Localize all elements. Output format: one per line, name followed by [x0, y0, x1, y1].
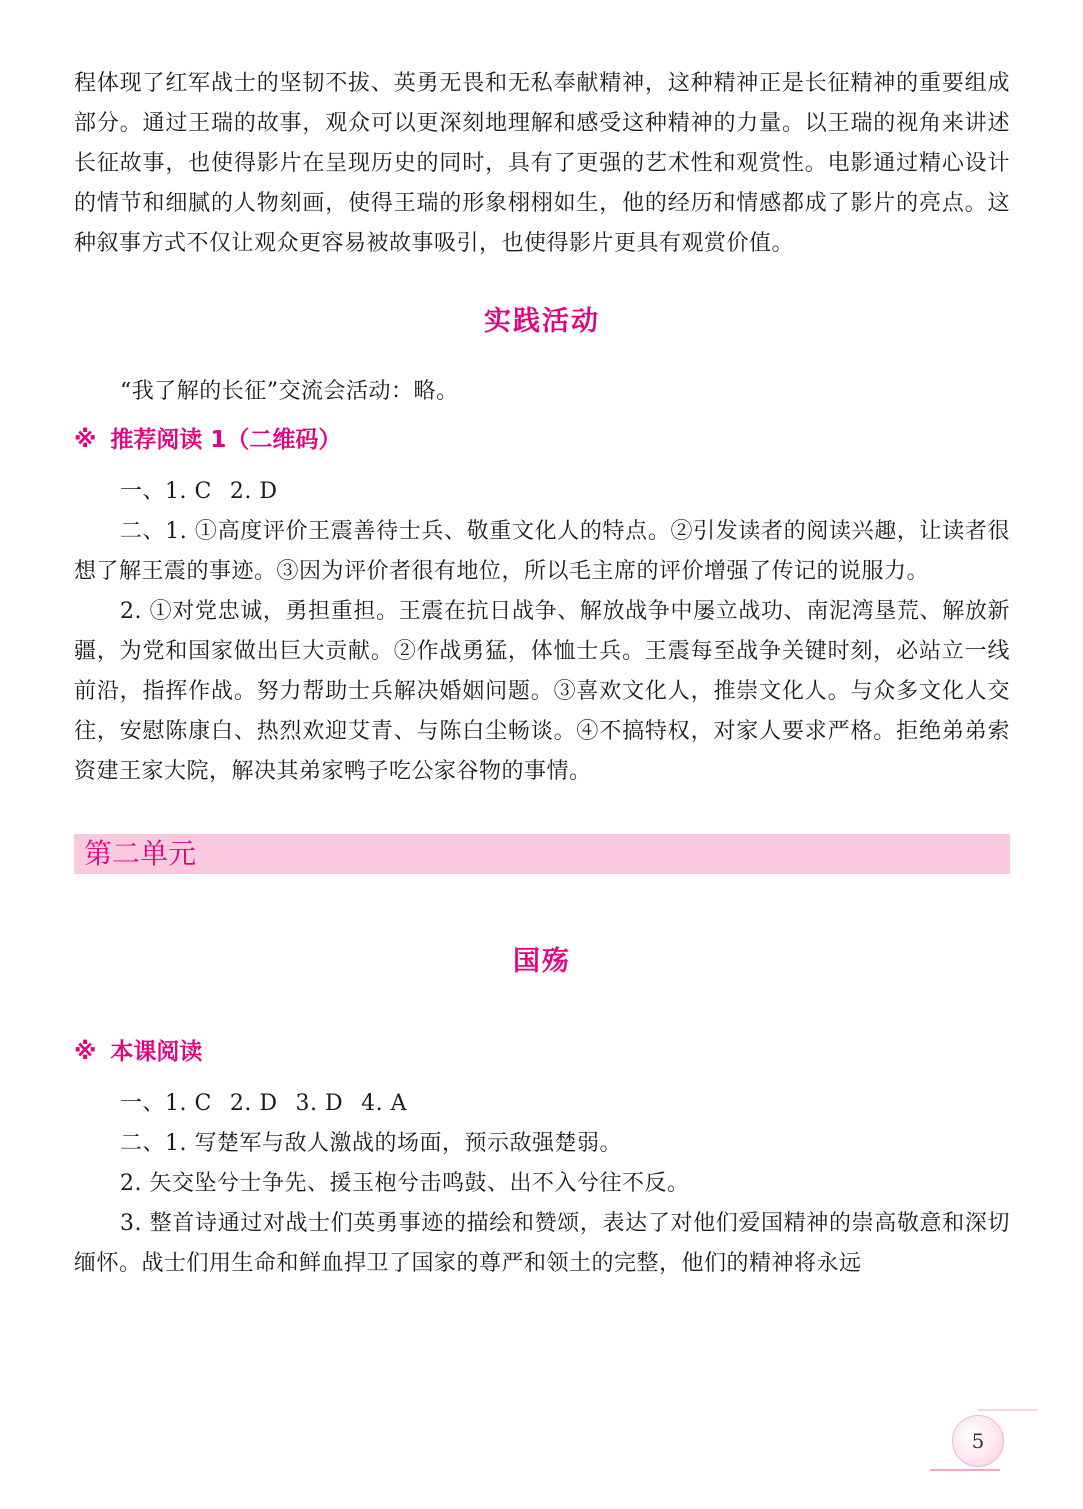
page-number-decor-line [978, 1409, 1038, 1411]
unit-title-bar [74, 834, 1010, 874]
recommended-part1-prefix: 一、 [120, 479, 166, 504]
page-number: 5 [952, 1415, 1004, 1467]
lesson-part1-prefix: 一、 [120, 1091, 166, 1116]
lesson-answer-3: 3. D [295, 1091, 344, 1116]
lesson-answer-1: 1. C [165, 1091, 212, 1116]
page-number-underline [930, 1469, 1000, 1471]
page-number-badge [930, 1405, 1040, 1475]
lesson-part2-q2: 2. 矢交坠兮士争先、援玉枹兮击鸣鼓、出不入兮往不反。 [120, 1171, 690, 1196]
lesson-answer-2: 2. D [229, 1091, 278, 1116]
lesson-reading-title: 本课阅读 [110, 1039, 203, 1065]
lesson-answer-4: 4. A [361, 1091, 407, 1116]
lesson-reading-heading [74, 1032, 1010, 1072]
page-content [74, 64, 1010, 1284]
reference-mark-icon: ※ [74, 1039, 97, 1065]
reference-mark-icon: ※ [74, 427, 97, 453]
unit-title: 第二单元 [84, 837, 197, 870]
lesson-part2-q1: 二、1. 写楚军与敌人激战的场面，预示敌强楚弱。 [120, 1131, 622, 1156]
recommended-part2-q1: 二、1. ①高度评价王震善待士兵、敬重文化人的特点。②引发读者的阅读兴趣，让读者很想了解王震的事迹。③因为评价者很有地位，所以毛主席的评价增强了传记的说服力。 [74, 519, 1010, 584]
practice-text: “我了解的长征”交流会活动：略。 [120, 379, 459, 404]
recommended-part1-answers [74, 472, 1010, 512]
intro-paragraph: 程体现了红军战士的坚韧不拔、英勇无畏和无私奉献精神，这种精神正是长征精神的重要组成部分。通过王瑞的故事，观众可以更深刻地理解和感受这种精神的力量。以王瑞的视角来讲述长征故事，也使得影片在呈现历史的同时，具有了更强的艺术性和观赏性。电影通过精心设计的情节和细腻的人物刻画，使得王瑞的形象栩栩如生，他的经历和情感都成了影片的亮点。这种叙事方式不仅让观众更容易被故事吸引，也使得影片更具有观赏价值。 [74, 71, 1010, 256]
lesson-title: 国殇 [513, 946, 571, 977]
lesson-part2-q3: 3. 整首诗通过对战士们英勇事迹的描绘和赞颂，表达了对他们爱国精神的崇高敬意和深切缅怀。战士们用生命和鲜血捍卫了国家的尊严和领土的完整，他们的精神将永远 [74, 1211, 1010, 1276]
recommended-title: 推荐阅读 1（二维码） [110, 427, 342, 453]
recommended-part2-q2: 2. ①对党忠诚，勇担重担。王震在抗日战争、解放战争中屡立战功、南泥湾垦荒、解放新疆，为党和国家做出巨大贡献。②作战勇猛，体恤士兵。王震每至战争关键时刻，必站立一线前沿，指挥作战。努力帮助士兵解决婚姻问题。③喜欢文化人，推崇文化人。与众多文化人交往，安慰陈康白、热烈欢迎艾青、与陈白尘畅谈。④不搞特权，对家人要求严格。拒绝弟弟索资建王家大院，解决其弟家鸭子吃公家谷物的事情。 [74, 599, 1010, 784]
recommended-answer-2: 2. D [229, 479, 278, 504]
recommended-heading [74, 420, 1010, 460]
lesson-part1-answers [74, 1084, 1010, 1124]
practice-title: 实践活动 [484, 306, 600, 337]
recommended-answer-1: 1. C [165, 479, 212, 504]
